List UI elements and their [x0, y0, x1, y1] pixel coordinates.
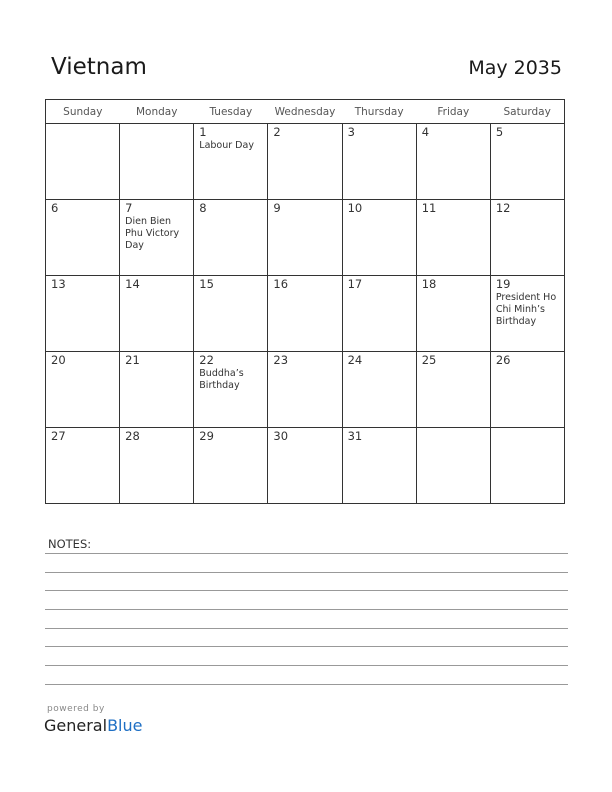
day-cell: [268, 428, 342, 504]
day-cell: [416, 200, 490, 276]
day-number: 27: [51, 429, 66, 443]
day-number: 22: [199, 353, 214, 367]
day-cell: [490, 124, 564, 200]
day-number: 7: [125, 201, 133, 215]
day-cell: [194, 124, 268, 200]
day-number: 19: [495, 277, 511, 291]
powered-by-label: powered by: [47, 704, 105, 714]
day-cell: [268, 124, 342, 200]
note-line: [45, 553, 568, 554]
day-cell: [490, 352, 564, 428]
day-cell: [342, 124, 416, 200]
note-line: [45, 609, 568, 610]
week-row: [46, 352, 565, 428]
day-number: 17: [347, 277, 363, 291]
day-number: 20: [51, 353, 66, 367]
week-row: [46, 200, 565, 276]
weekday-header-row: [46, 100, 565, 124]
weekday-wednesday: Wednesday: [268, 100, 342, 124]
day-cell: [194, 352, 268, 428]
day-cell: [342, 200, 416, 276]
calendar-grid: [45, 99, 565, 504]
day-number: 18: [421, 277, 437, 291]
day-cell: [120, 124, 194, 200]
brand-blue: Blue: [107, 716, 143, 735]
month-year-title: May 2035: [468, 57, 562, 79]
weekday-friday: Friday: [416, 100, 490, 124]
holiday-label: Labour Day: [199, 140, 254, 151]
day-number: 28: [125, 429, 140, 443]
country-title: Vietnam: [51, 54, 147, 80]
weekday-sunday: Sunday: [46, 100, 120, 124]
day-cell: [268, 200, 342, 276]
day-number: 1: [199, 125, 207, 139]
day-number: 14: [125, 277, 140, 291]
day-cell: [46, 124, 120, 200]
day-cell: [120, 428, 194, 504]
week-row: [46, 124, 565, 200]
holiday-label: Buddha’s Birthday: [199, 368, 244, 391]
day-number: 26: [495, 353, 511, 367]
day-cell: [46, 276, 120, 352]
day-cell: [194, 428, 268, 504]
day-cell: [490, 200, 564, 276]
day-cell: [46, 200, 120, 276]
day-number: 8: [199, 201, 207, 215]
week-row: [46, 276, 565, 352]
day-cell: [416, 124, 490, 200]
day-cell: [490, 428, 564, 504]
day-number: 21: [125, 353, 140, 367]
day-number: 23: [273, 353, 289, 367]
holiday-label: Dien Bien Phu Victory Day: [125, 216, 180, 251]
note-line: [45, 665, 568, 666]
weekday-tuesday: Tuesday: [194, 100, 268, 124]
holiday-label: President Ho Chi Minh’s Birthday: [495, 292, 557, 327]
day-number: 13: [51, 277, 66, 291]
day-cell: [342, 352, 416, 428]
brand-general: General: [44, 716, 108, 735]
day-cell: [120, 352, 194, 428]
day-number: 6: [51, 201, 59, 215]
notes-label: NOTES:: [48, 537, 92, 551]
day-number: 16: [273, 277, 289, 291]
day-number: 29: [199, 429, 214, 443]
day-number: 25: [421, 353, 437, 367]
note-line: [45, 684, 568, 685]
day-number: 11: [421, 201, 437, 215]
day-cell: [46, 428, 120, 504]
brand-logo: [44, 716, 142, 735]
day-cell: [490, 276, 564, 352]
weekday-monday: Monday: [120, 100, 194, 124]
note-line: [45, 590, 568, 591]
day-number: 24: [347, 353, 363, 367]
day-number: 4: [421, 125, 430, 139]
week-row: [46, 428, 565, 504]
day-cell: [46, 352, 120, 428]
day-number: 30: [273, 429, 289, 443]
day-cell: [416, 352, 490, 428]
day-cell: [120, 200, 194, 276]
day-cell: [120, 276, 194, 352]
day-cell: [268, 352, 342, 428]
day-number: 12: [495, 201, 511, 215]
note-line: [45, 646, 568, 647]
day-cell: [342, 276, 416, 352]
day-cell: [268, 276, 342, 352]
weekday-thursday: Thursday: [342, 100, 416, 124]
day-cell: [194, 200, 268, 276]
day-number: 2: [273, 125, 281, 139]
day-cell: [342, 428, 416, 504]
day-number: 15: [199, 277, 214, 291]
day-number: 9: [273, 201, 281, 215]
weekday-saturday: Saturday: [490, 100, 564, 124]
day-cell: [194, 276, 268, 352]
day-number: 3: [347, 125, 355, 139]
note-line: [45, 628, 568, 629]
day-cell: [416, 276, 490, 352]
day-number: 5: [495, 125, 504, 139]
day-number: 31: [347, 429, 363, 443]
day-cell: [416, 428, 490, 504]
day-number: 10: [347, 201, 363, 215]
note-line: [45, 572, 568, 573]
